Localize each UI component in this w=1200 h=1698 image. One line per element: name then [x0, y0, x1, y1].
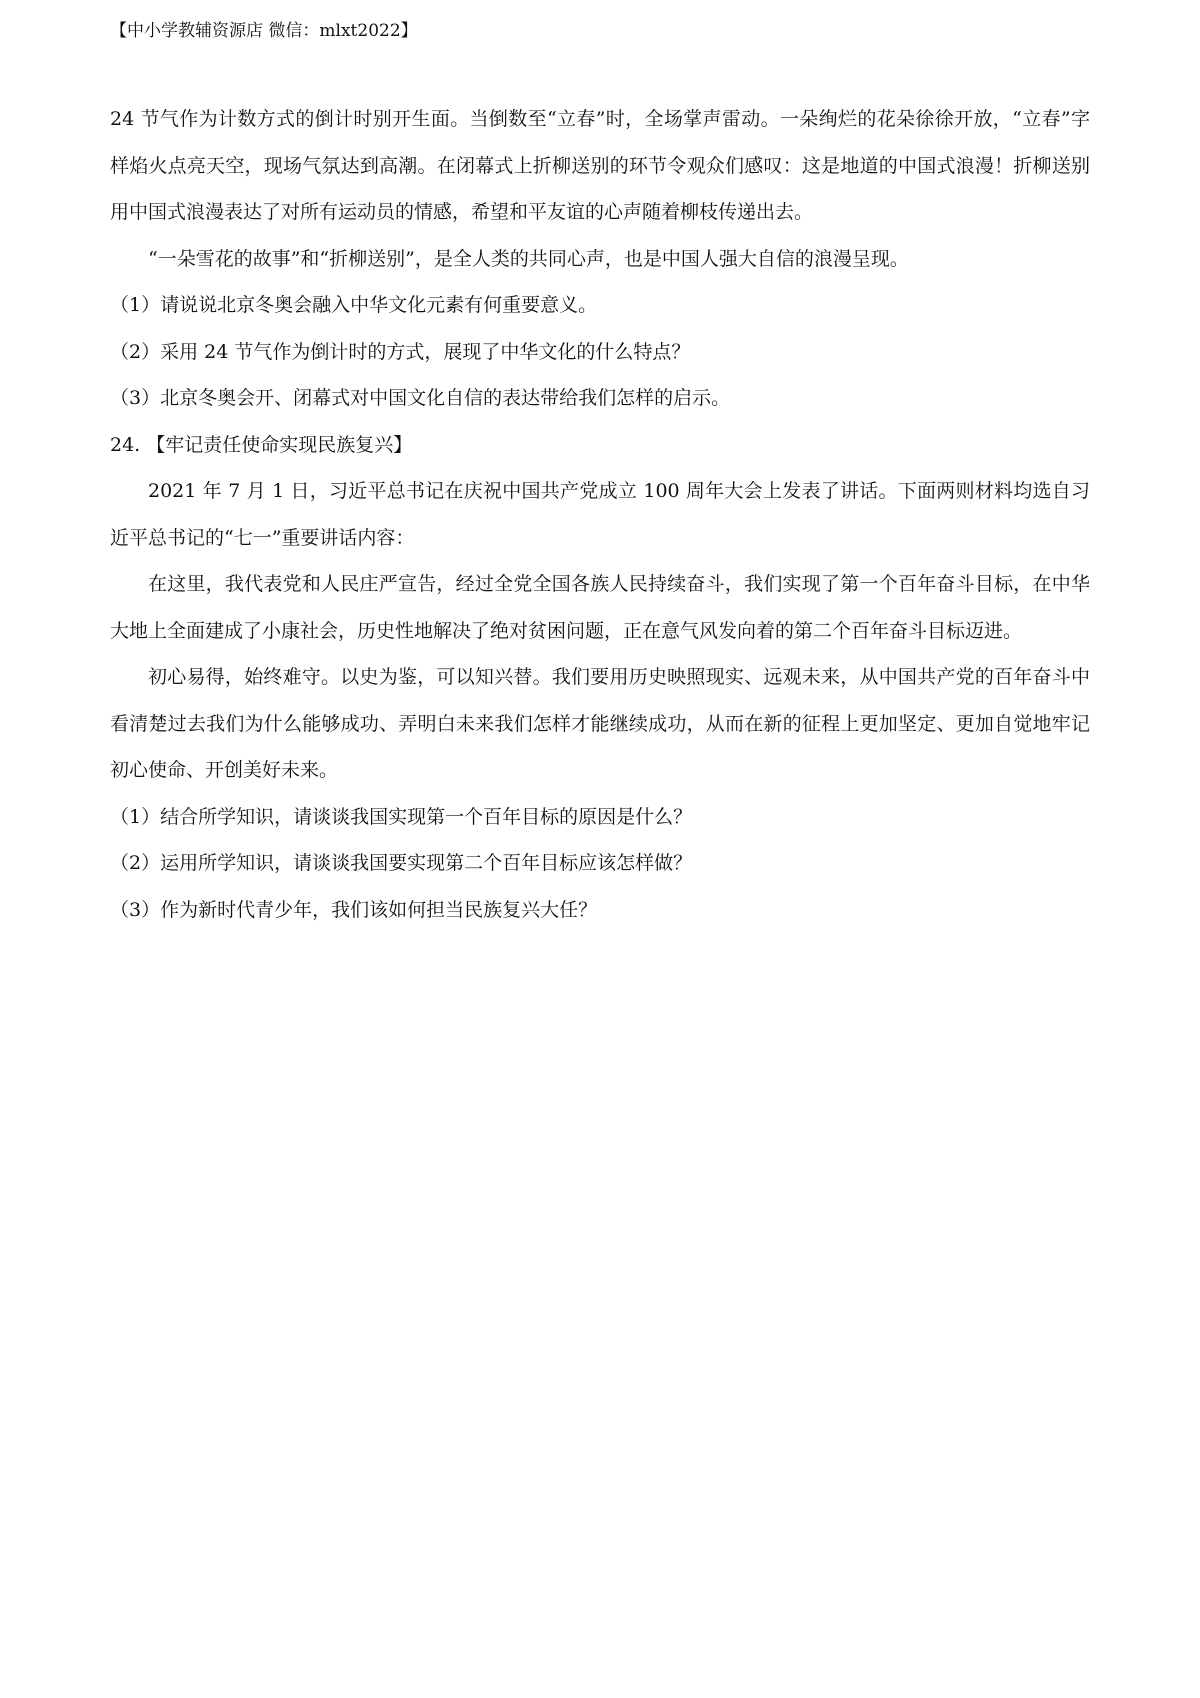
q24-material-quote-1: 在这里，我代表党和人民庄严宣告，经过全党全国各族人民持续奋斗，我们实现了第一个百年奋斗目标，在中华大地上全面建成了小康社会，历史性地解决了绝对贫困问题，正在意气风发向着的第二个百年奋斗目标迈进。	[110, 573, 1090, 642]
q23-material-paragraph-1: 24 节气作为计数方式的倒计时别开生面。当倒数至“立春”时，全场掌声雷动。一朵绚烂的花朵徐徐开放，“立春”字样焰火点亮天空，现场气氛达到高潮。在闭幕式上折柳送别的环节令观众们感叹：这是地道的中国式浪漫！折柳送别用中国式浪漫表达了对所有运动员的情感，希望和平友谊的心声随着柳枝传递出去。	[110, 108, 1090, 223]
q24-question-1: （1）结合所学知识，请谈谈我国实现第一个百年目标的原因是什么？	[110, 805, 693, 828]
page-header: 【中小学教辅资源店 微信：mlxt2022】	[110, 21, 418, 41]
document-body	[110, 96, 1090, 933]
q24-title: 24. 【牢记责任使命实现民族复兴】	[110, 433, 413, 456]
q24-question-3: （3）作为新时代青少年，我们该如何担当民族复兴大任？	[110, 898, 598, 921]
q24-question-2: （2）运用所学知识，请谈谈我国要实现第二个百年目标应该怎样做？	[110, 852, 693, 874]
q23-material-paragraph-2: “一朵雪花的故事”和“折柳送别”，是全人类的共同心声，也是中国人强大自信的浪漫呈现。	[148, 247, 909, 270]
q24-material-intro: 2021 年 7 月 1 日，习近平总书记在庆祝中国共产党成立 100 周年大会上发表了讲话。下面两则材料均选自习近平总书记的“七一”重要讲话内容：	[110, 480, 1090, 549]
q23-question-1: （1）请说说北京冬奥会融入中华文化元素有何重要意义。	[110, 294, 598, 316]
q23-question-3: （3）北京冬奥会开、闭幕式对中国文化自信的表达带给我们怎样的启示。	[110, 387, 731, 409]
q23-question-2: （2）采用 24 节气作为倒计时的方式，展现了中华文化的什么特点？	[110, 340, 691, 363]
q24-material-quote-2: 初心易得，始终难守。以史为鉴，可以知兴替。我们要用历史映照现实、远观未来，从中国共产党的百年奋斗中看清楚过去我们为什么能够成功、弄明白未来我们怎样才能继续成功，从而在新的征程上更加坚定、更加自觉地牢记初心使命、开创美好未来。	[110, 666, 1090, 781]
